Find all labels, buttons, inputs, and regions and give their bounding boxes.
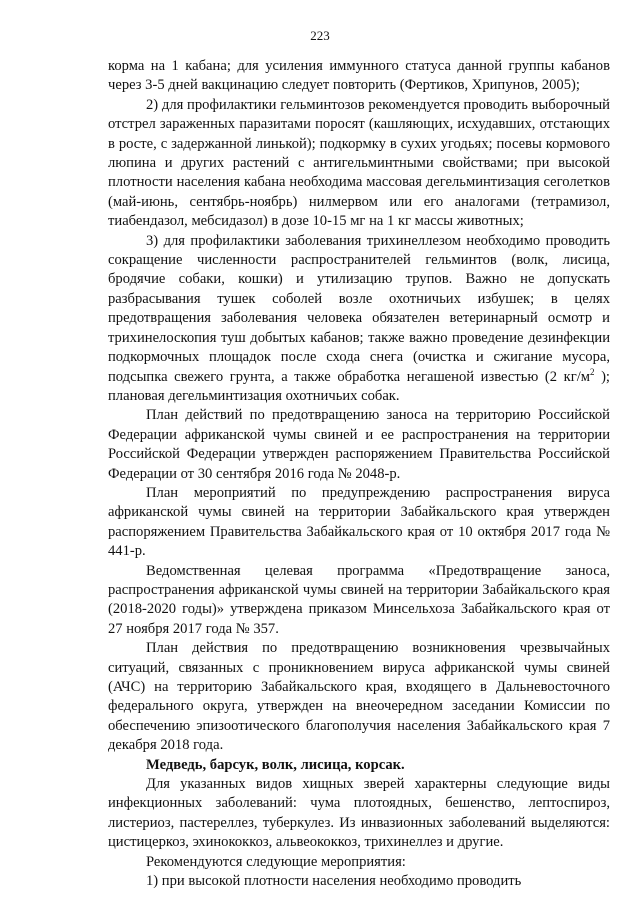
page-number: 223 (310, 28, 330, 43)
paragraph-9: Рекомендуются следующие мероприятия: (146, 853, 406, 870)
paragraph-8: Для указанных видов хищных зверей характерны следующие виды инфекционных заболеваний: чума плотоядных, бешенство, лептоспироз, листериоз, пастереллез, туберкулез. Из инвазионных заболеваний выделяются: цистицеркоз, эхинококкоз, альвеококкоз, трихинеллез и другие. (108, 776, 610, 851)
paragraph-6: Ведомственная целевая программа «Предотвращение заноса, распространения африканской чумы свиней на территории Забайкальского края (2018-2020 годы)» утверждена приказом Минсельхоза Забайкальского края от 27 ноября 2017 года № 357. (108, 562, 610, 637)
paragraph-3-tail: ); плановая дегельминтизация охотничьих собак. (108, 368, 610, 404)
paragraph-1: корма на 1 кабана; для усиления иммунного статуса данной группы кабанов через 3-5 дней вакцинацию следует повторить (Фертиков, Хрипунов, 2005); (108, 58, 610, 94)
paragraph-7: План действия по предотвращению возникновения чрезвычайных ситуаций, связанных с проникновением вируса африканской чумы свиней (АЧС) на территорию Забайкальского края, входящего в Дальневосточного федерального округа, утвержден на внеочередном заседании Комиссии по обеспечению эпизоотического благополучия населения Забайкальского края 7 декабря 2018 года. (108, 640, 610, 754)
paragraph-4: План действий по предотвращению заноса на территорию Российской Федерации африканской чумы свиней и ее распространения на территории Российской Федерации утвержден распоряжением Правительства Российской Федерации от 30 сентября 2016 года № 2048-р. (108, 407, 610, 482)
superscript: 2 (589, 366, 595, 377)
section-heading: Медведь, барсук, волк, лисица, корсак. (146, 756, 405, 773)
paragraph-3-text: 3) для профилактики заболевания трихинеллезом необходимо проводить сокращение численности распространителей гельминтов (волк, лисица, бродячие собаки, кошки) и утилизацию трупов. Важно не допускать разбрасывания тушек соболей возле охотничьих избушек; в целях предотвращения заболевания человека обязателен ветеринарный осмотр и трихинелоскопия туш добытых кабанов; также важно проведение дезинфекции подкормочных площадок после схода снега (очистка и сжигание мусора, подсыпка свежего грунта, а также обработка негашеной известью (2 кг/м (108, 232, 610, 385)
paragraph-3 (108, 232, 610, 407)
paragraph-2: 2) для профилактики гельминтозов рекомендуется проводить выборочный отстрел зараженных паразитами поросят (кашляющих, исхудавших, отстающих в росте, с задержанной линькой); подкормку в сухих угодьях; посевы кормового люпина и других растений с антигельминтными свойствами; при высокой плотности населения кабана необходима массовая дегельминтизация сеголетков (май-июнь, сентябрь-ноябрь) нилмервом или его аналогами (тетрамизол, тиабендазол, мебсидазол) в дозе 10-15 мг на 1 кг массы животных; (108, 96, 610, 230)
paragraph-10: 1) при высокой плотности населения необходимо проводить (146, 873, 522, 890)
document-body (108, 57, 610, 891)
paragraph-5: План мероприятий по предупреждению распространения вируса африканской чумы свиней на территории Забайкальского края утвержден распоряжением Правительства Забайкальского края от 10 октября 2017 года № 441-р. (108, 484, 610, 560)
